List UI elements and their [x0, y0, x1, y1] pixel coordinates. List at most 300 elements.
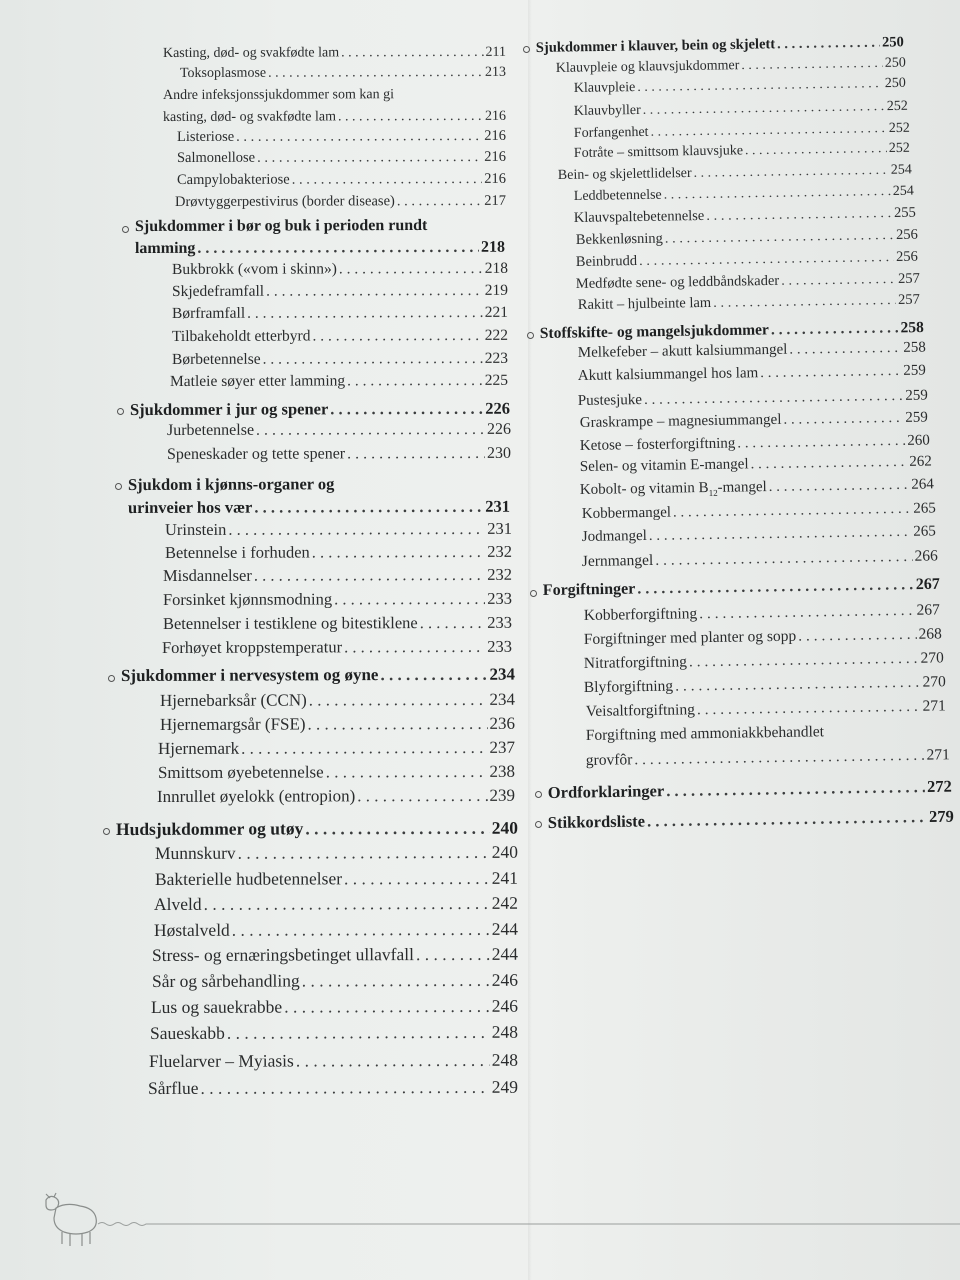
toc-entry-title: Melkefeber – akutt kalsiummangel: [577, 341, 788, 362]
toc-entry: [556, 56, 906, 77]
toc-page-number: 233: [487, 636, 512, 656]
toc-page-number: 249: [491, 1076, 518, 1097]
pen-mark: [122, 226, 129, 233]
toc-page-number: 248: [491, 1049, 518, 1070]
toc-page-number: 272: [926, 776, 952, 796]
toc-entry: [163, 612, 512, 633]
toc-section-heading: [130, 398, 510, 419]
leader-dots: [665, 227, 894, 248]
toc-page-number: 216: [484, 108, 506, 124]
toc-page-number: 216: [484, 170, 506, 187]
leader-dots: [643, 99, 885, 119]
toc-page-number: 270: [922, 672, 946, 691]
toc-page-number: 259: [905, 387, 928, 404]
toc-entry: [576, 270, 920, 292]
toc-page-number: 231: [487, 518, 512, 538]
pen-mark: [535, 791, 542, 798]
toc-entry-title: Fluelarver – Myiasis: [148, 1049, 294, 1071]
leader-dots: [305, 817, 489, 839]
leader-dots: [227, 1021, 490, 1043]
toc-page-number: 234: [489, 664, 515, 684]
leader-dots: [697, 697, 921, 719]
toc-section-heading: [128, 474, 335, 495]
toc-page-number: 242: [491, 892, 518, 913]
leader-dots: [699, 601, 915, 622]
toc-entry-title: Kasting, død- og svakfødte lam: [162, 45, 340, 62]
toc-section-heading: [548, 776, 952, 802]
toc-entry-title: Fotråte – smittsom klauvsjuke: [573, 143, 744, 162]
toc-page-number: 252: [886, 98, 908, 115]
toc-entry-title: Børframfall: [171, 304, 246, 322]
leader-dots: [706, 205, 892, 225]
toc-page-number: 232: [487, 541, 512, 561]
toc-page-number: 252: [888, 140, 910, 157]
toc-entry-title: Pustesjuke: [577, 391, 643, 410]
toc-entry: [158, 738, 515, 759]
leader-dots: [634, 746, 924, 769]
leader-dots: [777, 34, 880, 53]
leader-dots: [689, 649, 919, 671]
leader-dots: [312, 326, 482, 345]
leader-dots: [781, 270, 896, 289]
toc-entry: [155, 867, 518, 889]
leader-dots: [296, 1049, 490, 1071]
toc-page-number: 240: [491, 817, 518, 838]
toc-entry-title: Campylobakteriose: [176, 171, 290, 188]
toc-entry-title: Salmonellose: [176, 149, 256, 166]
pen-mark: [117, 408, 124, 415]
toc-entry: [584, 673, 946, 697]
toc-entry: [167, 421, 511, 440]
toc-entry: [158, 762, 515, 783]
toc-entry: [152, 969, 518, 991]
toc-entry-title: Kobbermangel: [581, 504, 672, 523]
toc-entry: [574, 204, 916, 226]
toc-entry-title: Sår og sårbehandling: [151, 969, 300, 991]
toc-page-number: 260: [907, 432, 930, 449]
leader-dots: [302, 969, 490, 991]
toc-entry: [584, 601, 940, 625]
toc-entry-title: Blyforgiftning: [583, 677, 674, 696]
toc-entry-title: Stikkordsliste: [547, 810, 646, 832]
toc-page-number: 271: [926, 745, 950, 764]
leader-dots: [741, 56, 883, 74]
toc-entry-title: Stoffskifte- og mangelsjukdommer: [539, 320, 770, 342]
toc-entry-title: Børbetennelse: [171, 350, 261, 368]
toc-entry: [177, 148, 506, 166]
toc-page-number: 213: [484, 64, 506, 80]
toc-entry-title: Nitratforgiftning: [583, 652, 688, 672]
toc-entry-title: Beinbrudd: [575, 252, 638, 270]
toc-entry-title: urinveier hos vær: [127, 497, 253, 517]
toc-entry: [586, 723, 824, 745]
toc-entry-title: Hudsjukdommer og utøy: [115, 817, 304, 839]
toc-page-number: 258: [903, 339, 926, 356]
leader-dots: [673, 501, 912, 522]
leader-dots: [666, 777, 925, 801]
toc-entry: [586, 697, 946, 721]
toc-entry: [582, 500, 936, 523]
leader-dots: [397, 192, 482, 209]
toc-entry-title: Kobolt- og vitamin $B_{12}$-mangel: [579, 479, 767, 499]
toc-entry: [163, 45, 506, 62]
toc-page-number: 216: [484, 148, 506, 165]
toc-entry: [160, 690, 515, 711]
toc-entry: [177, 170, 506, 188]
toc-page-number: 279: [928, 806, 954, 826]
toc-entry-title: Sårflue: [147, 1077, 199, 1098]
leader-dots: [256, 421, 485, 440]
toc-entry-title: Munnskurv: [154, 842, 236, 863]
toc-page-number: 244: [491, 918, 518, 939]
toc-entry: [580, 453, 932, 476]
toc-page-number: 219: [484, 281, 508, 299]
toc-section-heading: [536, 34, 904, 57]
toc-entry-title: Kobberforgiftning: [583, 604, 698, 624]
pen-mark: [115, 483, 122, 490]
toc-entry-title: Klauvpleie og klauvsjukdommer: [555, 58, 740, 77]
toc-entry-title: Lus og sauekrabbe: [150, 996, 283, 1017]
toc-entry-title: Sjukdommer i nervesystem og øyne: [120, 665, 379, 685]
leader-dots: [238, 841, 490, 863]
toc-entry: [170, 371, 508, 390]
toc-entry-title: Klauvspaltebetennelse: [573, 207, 705, 226]
leader-dots: [284, 995, 490, 1017]
leader-dots: [257, 148, 482, 166]
toc-entry: [160, 714, 515, 735]
toc-entry-title: Alveld: [153, 893, 202, 914]
toc-entry-title: Graskrampe – magnesiummangel: [579, 411, 782, 432]
toc-page-number: 259: [905, 409, 928, 426]
toc-page-number: 259: [903, 362, 926, 379]
leader-dots: [771, 319, 899, 339]
toc-entry-title: Jernmangel: [581, 551, 654, 570]
leader-dots: [737, 433, 905, 453]
toc-page-number: 240: [491, 841, 518, 862]
toc-page-number: 211: [485, 44, 506, 60]
leader-dots: [232, 918, 490, 940]
leader-dots: [254, 496, 483, 517]
decorative-edge-line: [0, 1218, 960, 1232]
leader-dots: [254, 564, 485, 585]
leader-dots: [347, 445, 485, 463]
toc-entry-title: Forgiftning med ammoniakkbehandlet: [585, 722, 825, 744]
toc-page-number: 226: [485, 398, 510, 418]
toc-entry-title: Innrullet øyelokk (entropion): [156, 786, 356, 806]
toc-section-heading: [121, 665, 515, 686]
toc-entry-title: Høstalveld: [153, 919, 230, 940]
toc-entry: [148, 1076, 518, 1098]
toc-entry-title: Bakterielle hudbetennelser: [154, 867, 343, 889]
toc-page-number: 223: [484, 349, 508, 367]
toc-page-number: 217: [484, 192, 506, 209]
toc-page-number: 267: [915, 575, 940, 594]
toc-page-number: 241: [491, 867, 518, 888]
toc-entry-title: Saueskabb: [149, 1022, 225, 1043]
leader-dots: [241, 738, 487, 759]
toc-entry-title: Tilbakeholdt etterbyrd: [171, 327, 311, 345]
pen-mark: [108, 675, 115, 682]
toc-page-number: 270: [920, 648, 944, 667]
leader-dots: [769, 477, 910, 496]
toc-entry-title: Misdannelser: [162, 565, 252, 585]
toc-page-number: 267: [916, 600, 940, 619]
leader-dots: [357, 786, 487, 806]
leader-dots: [420, 612, 486, 632]
toc-page-number: 271: [922, 696, 946, 715]
toc-page-number: 266: [914, 546, 938, 565]
leader-dots: [268, 65, 483, 82]
toc-page-number: 268: [918, 624, 942, 643]
toc-entry-title: kasting, død- og svakfødte lam: [162, 109, 337, 126]
toc-entry-title: Sjukdommer i bør og buk i perioden rundt: [134, 216, 428, 235]
toc-entry-title: Leddbetennelse: [573, 187, 662, 205]
toc-entry: [582, 547, 938, 571]
toc-page-number: 236: [489, 713, 515, 733]
toc-entry: [578, 291, 920, 313]
toc-entry: [157, 786, 515, 807]
toc-entry-title: Hjernemargsår (FSE): [159, 714, 306, 734]
toc-page-number: 246: [491, 995, 518, 1016]
toc-entry: [580, 476, 934, 500]
toc-entry-title: Skjedeframfall: [171, 282, 265, 300]
toc-entry-title: Rakitt – hjulbeinte lam: [577, 294, 712, 313]
leader-dots: [789, 340, 901, 359]
toc-page-number: 216: [484, 127, 506, 144]
leader-dots: [380, 665, 487, 685]
toc-entry-title: Ketose – fosterforgiftning: [579, 435, 736, 455]
toc-page-number: 237: [489, 737, 515, 757]
toc-page-number: 222: [484, 326, 508, 344]
toc-page-number: 262: [909, 453, 932, 470]
toc-entry-title: Speneskader og tette spener: [166, 445, 346, 463]
toc-page-number: 238: [489, 761, 515, 781]
leader-dots: [197, 239, 479, 258]
toc-entry: [574, 76, 906, 97]
leader-dots: [339, 259, 483, 278]
toc-entry: [151, 995, 518, 1017]
toc-page-number: 225: [484, 371, 508, 389]
toc-page-number: 254: [892, 183, 914, 199]
toc-page-number: 258: [900, 318, 924, 336]
toc-page-number: 254: [890, 162, 912, 178]
toc-entry: [167, 445, 511, 464]
toc-entry: [150, 1021, 518, 1043]
toc-section-heading: [543, 576, 940, 600]
toc-page-number: 265: [913, 523, 936, 540]
toc-entry: [574, 99, 908, 120]
toc-entry-title: Akutt kalsiummangel hos lam: [577, 365, 759, 385]
leader-dots: [639, 249, 894, 270]
toc-entry-title: Hjernebarksår (CCN): [159, 690, 307, 710]
toc-page-number: 246: [491, 969, 518, 990]
leader-dots: [693, 163, 888, 182]
pen-mark: [527, 332, 534, 339]
toc-entry-title: Stress- og ernæringsbetinget ullavfall: [151, 943, 414, 965]
toc-page-number: 239: [489, 785, 515, 805]
toc-page-number: 244: [491, 943, 518, 964]
toc-entry: [163, 564, 512, 585]
leader-dots: [637, 576, 914, 598]
leader-dots: [650, 121, 887, 141]
toc-page-number: 256: [895, 226, 918, 243]
leader-dots: [338, 109, 483, 126]
toc-entry: [177, 127, 506, 145]
toc-entry-title: Forsinket kjønnsmodning: [162, 588, 333, 609]
leader-dots: [263, 349, 483, 368]
toc-entry: [172, 349, 508, 368]
leader-dots: [750, 454, 907, 473]
leader-dots: [637, 76, 883, 96]
leader-dots: [309, 690, 488, 711]
leader-dots: [647, 807, 927, 831]
toc-page-number: 233: [487, 588, 512, 608]
toc-entry: [578, 340, 926, 362]
leader-dots: [745, 141, 887, 159]
toc-entry-title: Hjernemark: [157, 738, 240, 758]
toc-page-number: 252: [888, 120, 910, 137]
toc-entry: [576, 248, 918, 270]
toc-entry-title: Urinstein: [164, 519, 227, 539]
toc-entry-title: Sjukdommer i klauver, bein og skjelett: [535, 35, 776, 56]
toc-page-number: 250: [881, 33, 904, 51]
leader-dots: [655, 547, 913, 569]
toc-entry: [172, 303, 508, 322]
toc-entry: [162, 636, 512, 657]
leader-dots: [344, 636, 485, 656]
toc-page-number: 226: [486, 420, 511, 438]
toc-page-number: 234: [489, 689, 515, 709]
toc-entry: [172, 281, 508, 300]
toc-entry-title: Selen- og vitamin E-mangel: [579, 456, 749, 476]
leader-dots: [334, 588, 485, 609]
leader-dots: [204, 892, 490, 914]
toc-entry-title: Forhøyet kroppstemperatur: [161, 636, 343, 657]
toc-entry-title: Ordforklaringer: [547, 780, 665, 802]
toc-entry-title: Betennelse i forhuden: [164, 541, 310, 562]
leader-dots: [644, 388, 904, 409]
toc-entry: [582, 523, 936, 546]
toc-entry-title: Forgiftninger med planter og sopp: [583, 627, 797, 648]
toc-section-heading: [548, 806, 954, 832]
toc-entry-title: Matleie søyer etter lamming: [169, 371, 346, 390]
toc-page-number: 248: [491, 1021, 518, 1042]
toc-entry: [165, 541, 512, 562]
leader-dots: [416, 943, 490, 964]
toc-section-heading: [128, 496, 510, 517]
toc-entry-title: Bekkenløsning: [575, 230, 663, 248]
leader-dots: [307, 714, 487, 735]
page-gutter: [528, 0, 532, 1280]
toc-entry: [586, 746, 950, 770]
leader-dots: [247, 303, 483, 322]
leader-dots: [341, 45, 483, 61]
toc-entry: [172, 259, 508, 278]
toc-entry-title: Klauvpleie: [573, 80, 636, 97]
toc-entry: [574, 184, 914, 205]
toc-entry-title: Bukbrokk («vom i skinn»): [171, 259, 337, 278]
toc-entry: [163, 588, 512, 609]
toc-page-number: 218: [484, 259, 508, 277]
toc-entry-title: Listeriose: [176, 128, 235, 145]
toc-entry-title: Betennelser i testiklene og bitestiklene: [162, 612, 418, 633]
leader-dots: [760, 363, 901, 382]
leader-dots: [713, 292, 896, 312]
toc-entry-title: Sjukdommer i jur og spener: [129, 398, 329, 419]
toc-page-number: 257: [897, 270, 920, 287]
toc-page-number: 250: [884, 55, 906, 71]
toc-page-number: 232: [487, 564, 512, 584]
toc-entry: [584, 625, 942, 649]
toc-entry-title: Bein- og skjelettlidelser: [557, 165, 692, 184]
toc-page-number: 257: [897, 291, 920, 308]
toc-entry: [165, 518, 512, 539]
toc-page-number: 218: [480, 238, 505, 256]
toc-page-number: 231: [485, 496, 510, 516]
leader-dots: [292, 170, 483, 188]
toc-entry-title: Forgiftninger: [542, 580, 636, 600]
toc-entry-title: Medfødte sene- og leddbåndskader: [575, 272, 780, 292]
toc-entry-title: Toksoplasmose: [179, 65, 267, 82]
toc-entry: [578, 388, 928, 410]
leader-dots: [798, 625, 917, 645]
toc-entry-title: Jodmangel: [581, 527, 647, 546]
leader-dots: [228, 518, 485, 539]
leader-dots: [347, 371, 483, 389]
toc-page-number: 265: [913, 500, 936, 517]
toc-entry-title: Forfangenhet: [573, 124, 649, 142]
toc-entry: [180, 65, 506, 82]
toc-entry-title: Sjukdom i kjønns-organer og: [127, 473, 335, 494]
leader-dots: [344, 867, 490, 889]
toc-entry-title: Veisaltforgiftning: [585, 700, 696, 720]
toc-section-heading: [540, 318, 924, 342]
toc-entry: [578, 363, 926, 385]
leader-dots: [326, 762, 488, 783]
toc-entry: [574, 141, 910, 162]
toc-entry-title: Smittsom øyebetennelse: [157, 762, 324, 782]
toc-entry: [172, 326, 508, 345]
pen-mark: [103, 828, 110, 835]
toc-section-heading: [135, 217, 427, 236]
toc-page-number: 230: [486, 444, 511, 462]
toc-entry: [152, 943, 518, 965]
leader-dots: [675, 673, 921, 695]
leader-dots: [664, 184, 891, 204]
toc-entry: [163, 109, 506, 126]
pen-mark: [535, 821, 542, 828]
toc-page-number: 250: [884, 75, 906, 92]
pen-mark: [530, 590, 537, 597]
toc-entry: [154, 918, 518, 940]
toc-entry: [558, 162, 912, 184]
toc-page-number: 264: [911, 476, 934, 493]
toc-page-number: 256: [895, 248, 918, 265]
leader-dots: [236, 127, 482, 145]
toc-entry-title: Andre infeksjonssjukdommer som kan gi: [162, 87, 394, 104]
leader-dots: [200, 1076, 489, 1098]
pen-mark: [523, 46, 530, 53]
toc-entry: [580, 433, 930, 455]
toc-entry-title: grovfôr: [585, 750, 633, 769]
toc-entry: [154, 892, 518, 914]
toc-entry-title: Klauvbyller: [573, 102, 641, 120]
leader-dots: [312, 541, 486, 562]
toc-page-number: 221: [484, 303, 508, 321]
toc-entry: [574, 121, 910, 142]
toc-entry: [584, 649, 944, 673]
toc-page-number: 233: [487, 612, 512, 632]
